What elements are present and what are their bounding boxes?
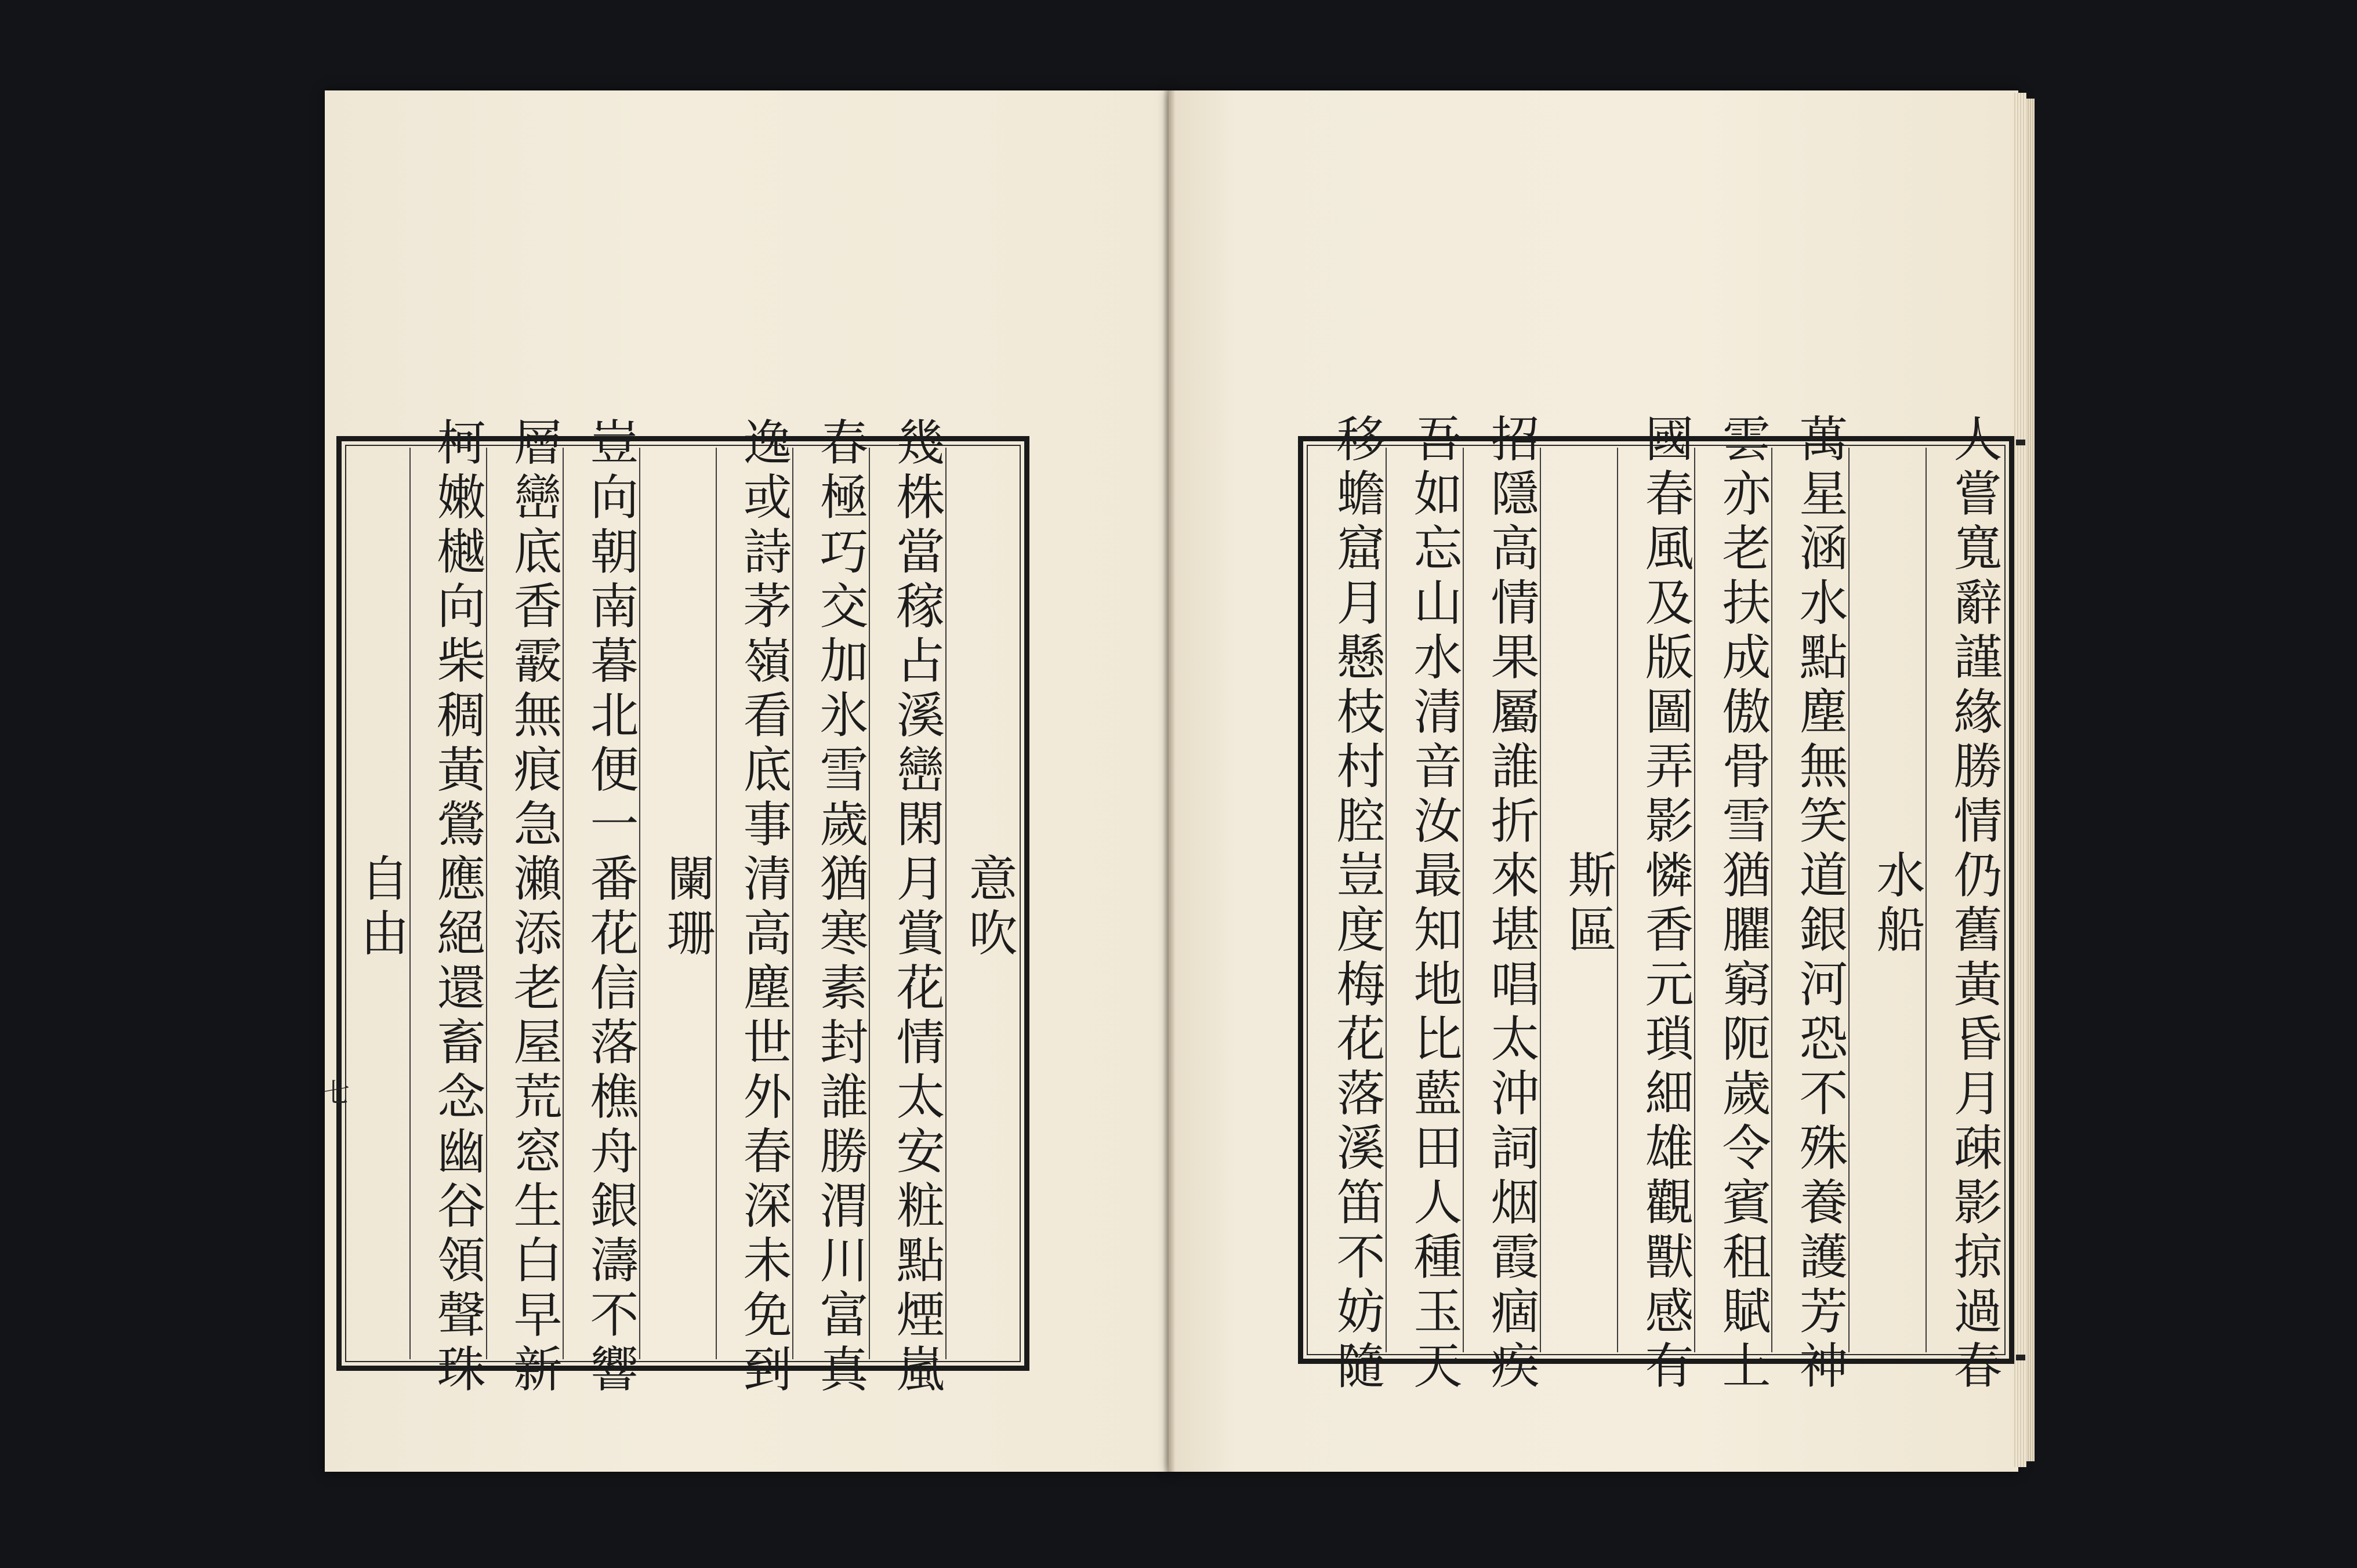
text-column: 雲亦老扶成傲骨雪猶臞窮阨歲令賓租賦上 (1694, 448, 1771, 1352)
text-column: 自由 (353, 853, 409, 962)
left-text-columns (348, 417, 1018, 1398)
text-column: 人嘗寬辭謹緣勝情仍舊黃昏月疎影掠過春 (1926, 448, 2003, 1352)
text-column: 水船 (1848, 448, 1926, 1352)
text-column: 逸或詩茅嶺看底事清高塵世外春深未免到 (716, 448, 792, 1359)
page-edge-stack (2012, 93, 2026, 1467)
text-column: 移蟾窟月懸枝村腔豈度梅花落溪笛不妨隨 (1329, 413, 1386, 1395)
text-column: 國春風及版圖弄影憐香元瑣細雄觀獸感有 (1617, 448, 1694, 1352)
text-column: 斯區 (1540, 448, 1617, 1352)
text-column: 春極巧交加氷雪歲猶寒素封誰勝渭川富真 (792, 448, 869, 1359)
text-column: 意吹 (945, 448, 1018, 1359)
text-column: 幾株當稼占溪巒閑月賞花情太安粧點煙嵐 (869, 448, 945, 1359)
edge-mark-bottom (2016, 1355, 2025, 1360)
text-column: 闌珊 (639, 448, 716, 1359)
text-column: 層巒底香霰無痕急瀨添老屋荒窓生白早新 (486, 448, 563, 1359)
folio-number: 七 (319, 1079, 350, 1105)
page-edge-stack-outer (2026, 99, 2035, 1461)
text-column: 招隱高情果屬誰折來堪唱太沖詞烟霞痼疾 (1463, 448, 1540, 1352)
text-column: 吾如忘山水清音汝最知地比藍田人種玉天 (1386, 448, 1463, 1352)
text-column: 柯嫩樾向柴稠黃鶯應絕還畜念幽谷領聲珠 (409, 448, 486, 1359)
right-text-columns (1310, 413, 2003, 1395)
edge-mark-top (2016, 440, 2025, 445)
book-gutter (1163, 90, 1176, 1472)
text-column: 萬星涵水點塵無笑道銀河恐不殊養護芳神 (1771, 448, 1848, 1352)
text-column: 豈向朝南暮北便一番花信落樵舟銀濤不響 (563, 448, 639, 1359)
